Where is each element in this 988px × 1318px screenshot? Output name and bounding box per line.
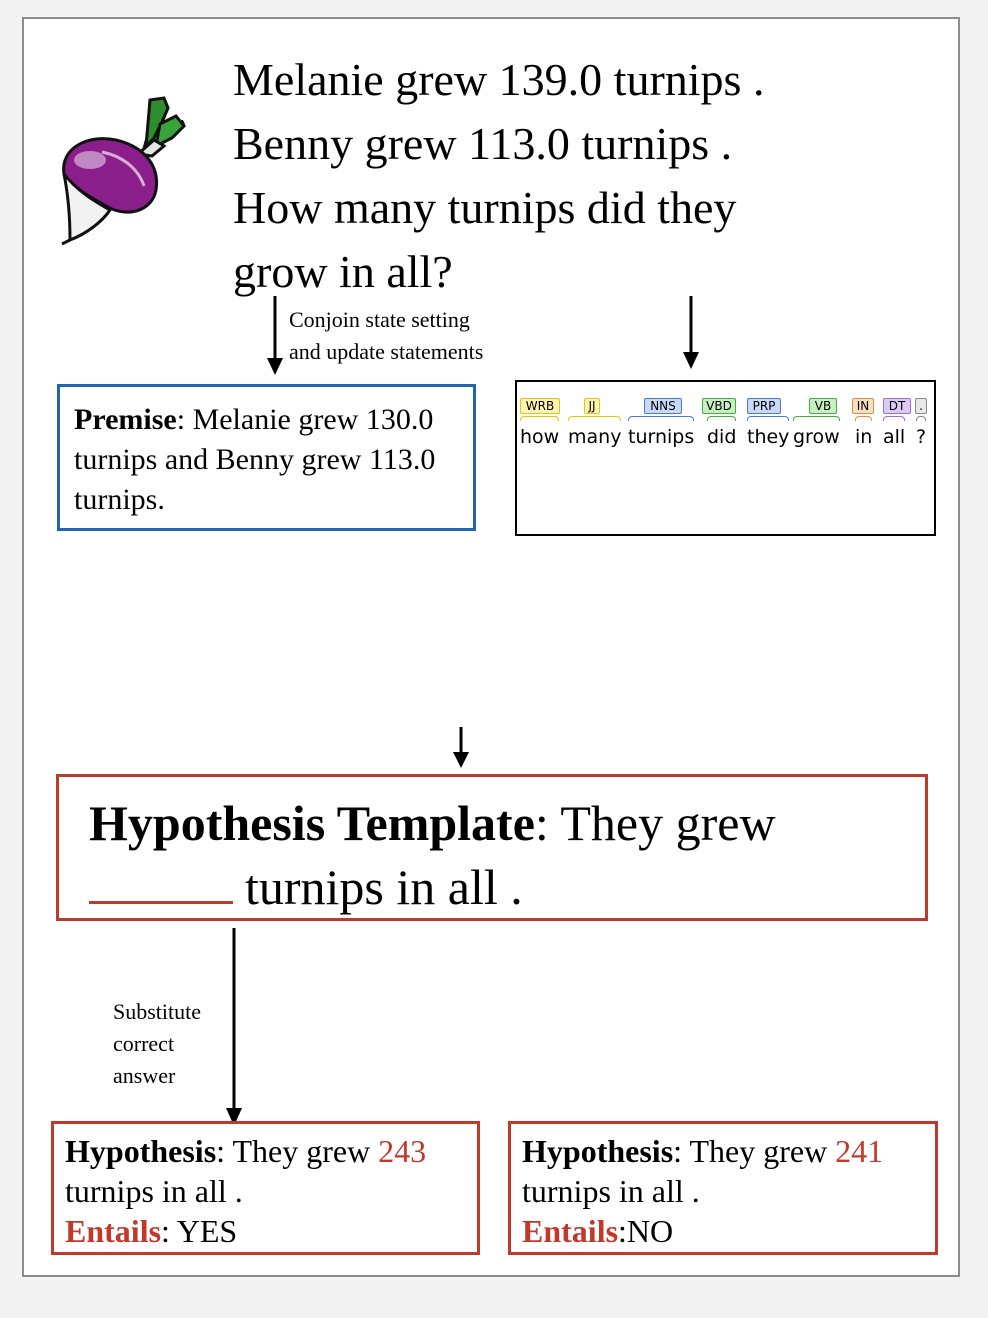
entails-value: YES: [176, 1213, 238, 1249]
pos-word: they: [747, 426, 790, 448]
pos-bracket: [793, 416, 840, 421]
entails-label: Entails: [65, 1213, 162, 1249]
pos-bracket: [747, 416, 789, 421]
pos-word: in: [855, 426, 873, 448]
hypothesis-box-incorrect: [508, 1121, 938, 1255]
template-label: Hypothesis Template: [89, 795, 535, 851]
pos-tag: JJ: [584, 398, 600, 414]
pos-word: all: [883, 426, 906, 448]
pos-bracket: [883, 416, 905, 421]
pos-bracket: [520, 416, 559, 421]
arrow-to-pos: [683, 296, 699, 369]
pos-tag: IN: [852, 398, 874, 414]
pos-bracket: [568, 416, 621, 421]
conjoin-label-line: and update statements: [289, 339, 484, 364]
problem-line: Benny grew 113.0 turnips .: [233, 118, 733, 169]
pos-tag: VB: [809, 398, 837, 414]
hypothesis-prefix: : They grew: [216, 1133, 379, 1169]
hypothesis-suffix: turnips in all .: [522, 1173, 700, 1209]
hypothesis-suffix: turnips in all .: [65, 1173, 243, 1209]
template-text-before: : They grew: [534, 795, 776, 851]
pos-bracket: [707, 416, 736, 421]
template-text-after: turnips in all .: [245, 859, 523, 915]
answer-blank: [89, 857, 233, 904]
problem-line: Melanie grew 139.0 turnips .: [233, 54, 765, 105]
problem-line: How many turnips did they: [233, 182, 737, 233]
substitute-label-line: answer: [113, 1063, 176, 1088]
conjoin-label-line: Conjoin state setting: [289, 307, 470, 332]
pos-bracket: [628, 416, 694, 421]
hypothesis-prefix: : They grew: [673, 1133, 836, 1169]
pos-word: how: [520, 426, 560, 448]
pos-word: turnips: [628, 426, 695, 448]
pos-word: ?: [916, 426, 927, 448]
premise-label: Premise: [74, 403, 177, 436]
pos-bracket: [916, 416, 926, 421]
pos-word: grow: [793, 426, 840, 448]
pos-tag: .: [915, 398, 927, 414]
entails-separator: :: [618, 1213, 627, 1249]
substitute-label: [113, 996, 201, 1092]
hypothesis-template-box: [56, 774, 928, 921]
hypothesis-label: Hypothesis: [65, 1133, 217, 1169]
pos-tag: NNS: [644, 398, 682, 414]
entails-separator: :: [161, 1213, 177, 1249]
pos-tag: DT: [883, 398, 911, 414]
substitute-label-line: Substitute: [113, 999, 202, 1024]
arrow-to-premise: [267, 296, 283, 375]
pos-tag: VBD: [702, 398, 736, 414]
entails-value: NO: [626, 1213, 674, 1249]
conjoin-label: [289, 304, 483, 368]
arrow-to-hypothesis: [226, 928, 242, 1126]
pos-word: did: [707, 426, 737, 448]
substitute-label-line: correct: [113, 1031, 175, 1056]
premise-text: : Melanie grew 130.0 turnips and Benny grew 113.0 turnips.: [74, 403, 436, 516]
pos-tag: PRP: [747, 398, 781, 414]
hypothesis-label: Hypothesis: [522, 1133, 674, 1169]
pos-tag-box: [515, 380, 936, 536]
pos-bracket: [855, 416, 872, 421]
pos-word: many: [568, 426, 622, 448]
pos-tag: WRB: [520, 398, 560, 414]
hypothesis-box-correct: [51, 1121, 480, 1255]
premise-box: [57, 384, 476, 531]
hypothesis-value: 243: [378, 1133, 427, 1169]
entails-label: Entails: [522, 1213, 619, 1249]
arrow-to-template: [453, 727, 469, 768]
problem-line: grow in all?: [233, 246, 453, 297]
hypothesis-value: 241: [835, 1133, 884, 1169]
